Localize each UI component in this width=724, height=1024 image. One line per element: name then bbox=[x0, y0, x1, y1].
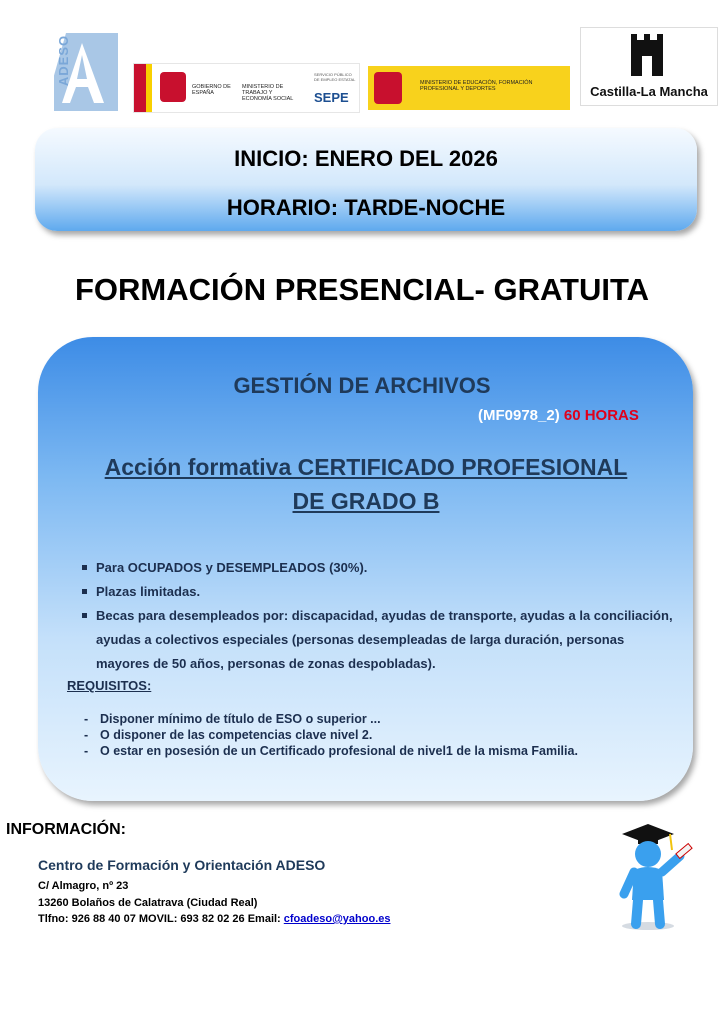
contact-line bbox=[38, 913, 390, 925]
list-item: - O disponer de las competencias clave nivel 2. bbox=[84, 727, 684, 743]
castle-icon bbox=[627, 32, 667, 78]
course-code: (MF0978_2) bbox=[478, 407, 560, 424]
email-link[interactable]: cfoadeso@yahoo.es bbox=[283, 913, 391, 925]
center-name: Centro de Formación y Orientación ADESO bbox=[38, 857, 326, 873]
action-title bbox=[60, 450, 672, 518]
ministerio-trabajo-label: MINISTERIO DE TRABAJO Y ECONOMÍA SOCIAL bbox=[242, 84, 294, 102]
castilla-label: Castilla-La Mancha bbox=[590, 84, 708, 99]
headline: FORMACIÓN PRESENCIAL- GRATUITA bbox=[74, 272, 650, 307]
schedule: HORARIO: TARDE-NOCHE bbox=[226, 195, 506, 220]
address-city: 13260 Bolaños de Calatrava (Ciudad Real) bbox=[38, 897, 258, 909]
course-code-line bbox=[478, 407, 639, 424]
ministerio-educacion-logo bbox=[368, 66, 570, 110]
list-item: Becas para desempleados por: discapacidad, ayudas de transporte, ayudas a la conciliación, ayudas a colectivos especiales (personas desempleadas de larga duración, personas mayores de 50 años, personas de zonas despobladas). bbox=[80, 604, 680, 676]
schedule-box bbox=[35, 128, 697, 231]
list-item: - O estar en posesión de un Certificado profesional de nivel1 de la misma Familia. bbox=[84, 743, 684, 759]
course-hours: 60 HORAS bbox=[563, 407, 639, 424]
start-date: INICIO: ENERO DEL 2026 bbox=[234, 146, 498, 171]
info-title: INFORMACIÓN: bbox=[6, 821, 126, 838]
course-title: GESTIÓN DE ARCHIVOS bbox=[233, 373, 491, 398]
gobierno-sepe-logo bbox=[133, 63, 360, 113]
gobierno-label: GOBIERNO DE ESPAÑA bbox=[192, 84, 231, 96]
list-item: Para OCUPADOS y DESEMPLEADOS (30%). bbox=[80, 556, 680, 580]
graduate-figure-icon bbox=[608, 820, 698, 930]
requisitos-title: REQUISITOS: bbox=[67, 678, 152, 693]
castilla-la-mancha-logo bbox=[580, 27, 718, 106]
ministerio-educacion-label: MINISTERIO DE EDUCACIÓN, FORMACIÓN PROFESIONAL Y DEPORTES bbox=[420, 80, 533, 92]
requisitos-list bbox=[84, 711, 684, 759]
adeso-logo bbox=[44, 33, 118, 111]
phones: Tlfno: 926 88 40 07 MOVIL: 693 82 02 26 Email: bbox=[38, 913, 284, 925]
sepe-label: SEPE bbox=[314, 90, 349, 105]
bullet-list bbox=[80, 556, 680, 676]
adeso-logo-text: ADESO bbox=[56, 34, 72, 87]
sepe-caption: SERVICIO PÚBLICO DE EMPLEO ESTATAL bbox=[314, 72, 356, 82]
coat-of-arms-icon bbox=[374, 72, 402, 104]
action-line-1: Acción formativa CERTIFICADO PROFESIONAL bbox=[104, 454, 628, 480]
coat-of-arms-icon bbox=[160, 72, 186, 102]
address-street: C/ Almagro, nº 23 bbox=[38, 880, 129, 892]
action-line-2: DE GRADO B bbox=[292, 488, 440, 514]
list-item: Plazas limitadas. bbox=[80, 580, 680, 604]
list-item: - Disponer mínimo de título de ESO o superior ... bbox=[84, 711, 684, 727]
